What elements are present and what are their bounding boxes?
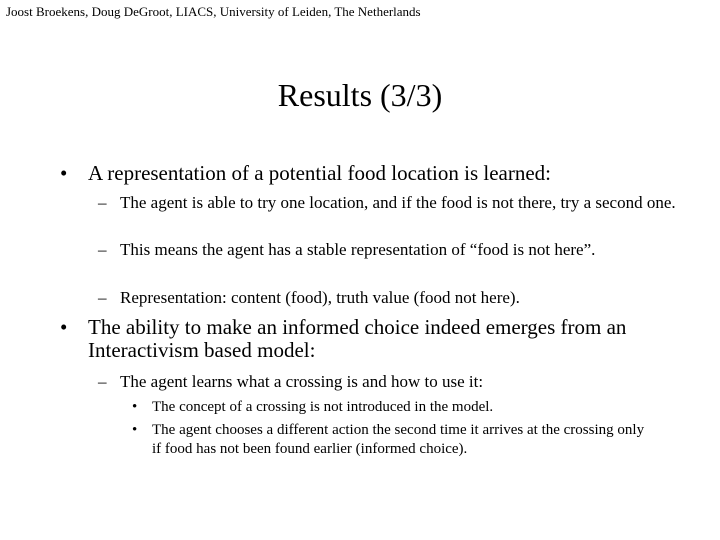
bullet-1-sub-2-marker: – <box>98 240 107 259</box>
bullet-1-sub-1-text: The agent is able to try one location, and if the food is not there, try a second one. <box>120 193 676 212</box>
bullet-2-sub-1-sub-1 <box>132 398 672 417</box>
bullet-1-sub-3-marker: – <box>98 288 107 307</box>
bullet-2-sub-1-marker: – <box>98 372 107 391</box>
bullet-2-sub-1-sub-2 <box>132 421 652 459</box>
bullet-1-sub-1 <box>98 193 680 213</box>
bullet-2-sub-1-sub-2-text: The agent chooses a different action the second time it arrives at the crossing only if food has not been found earlier (informed choice). <box>152 422 645 457</box>
bullet-2-marker: • <box>60 315 68 339</box>
bullet-1 <box>60 161 688 185</box>
bullet-1-sub-3-text: Representation: content (food), truth value (food not here). <box>120 288 520 307</box>
bullet-1-sub-3 <box>98 288 690 308</box>
bullet-1-sub-1-marker: – <box>98 193 107 212</box>
bullet-2-sub-1-sub-2-marker: • <box>132 422 138 438</box>
bullet-2 <box>60 315 648 362</box>
header-credit: Joost Broekens, Doug DeGroot, LIACS, University of Leiden, The Netherlands <box>6 4 421 19</box>
slide-title: Results (3/3) <box>277 77 443 113</box>
bullet-1-text: A representation of a potential food location is learned: <box>88 161 552 185</box>
bullet-2-text: The ability to make an informed choice indeed emerges from an Interactivism based model: <box>88 315 627 362</box>
bullet-1-sub-2-text: This means the agent has a stable representation of “food is not here”. <box>120 240 596 259</box>
bullet-1-sub-2 <box>98 240 680 260</box>
bullet-2-sub-1-sub-1-marker: • <box>132 399 138 415</box>
bullet-2-sub-1 <box>98 372 680 392</box>
bullet-1-marker: • <box>60 161 68 185</box>
bullet-2-sub-1-sub-1-text: The concept of a crossing is not introduced in the model. <box>152 399 494 415</box>
bullet-2-sub-1-text: The agent learns what a crossing is and how to use it: <box>120 372 484 391</box>
